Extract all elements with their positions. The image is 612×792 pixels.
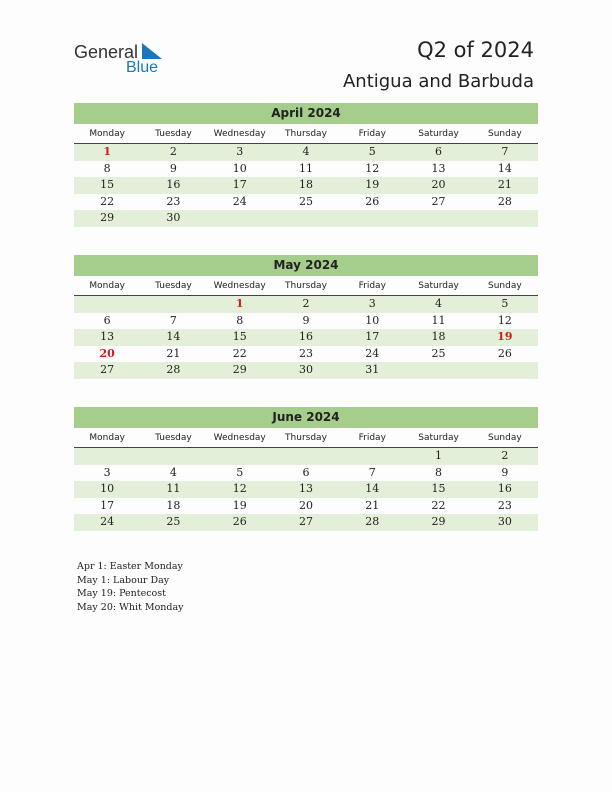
holiday-notes — [77, 560, 184, 614]
holiday-day-cell: 20 — [99, 346, 115, 360]
weekday-label: Wednesday — [213, 129, 266, 139]
month-calendar-june — [74, 407, 538, 531]
day-cell: 6 — [302, 465, 310, 479]
day-cell: 14 — [166, 330, 181, 343]
holiday-day-cell: 19 — [497, 330, 513, 343]
weekday-header-row — [74, 431, 538, 448]
day-cell: 14 — [365, 482, 380, 495]
day-cell: 30 — [497, 515, 512, 528]
day-cell: 7 — [501, 145, 509, 158]
week-row — [74, 313, 538, 330]
day-cell: 28 — [497, 194, 512, 208]
week-row — [74, 194, 538, 211]
weekday-label: Friday — [358, 433, 386, 443]
day-cell: 21 — [365, 498, 380, 512]
day-cell: 24 — [232, 194, 247, 208]
day-cell — [273, 210, 339, 227]
weekday-label: Monday — [89, 433, 125, 443]
holiday-note: May 20: Whit Monday — [77, 601, 184, 613]
weekday-header-row — [74, 279, 538, 296]
day-cell — [74, 448, 140, 465]
day-cell: 23 — [298, 346, 313, 360]
weekday-header-row — [74, 127, 538, 144]
day-cell: 1 — [435, 449, 443, 462]
day-cell: 6 — [103, 313, 111, 327]
weekday-label: Monday — [89, 281, 125, 291]
weekday-label: Saturday — [418, 433, 459, 443]
week-row — [74, 296, 538, 313]
day-cell: 12 — [497, 313, 512, 327]
weekday-label: Friday — [358, 129, 386, 139]
day-cell: 25 — [166, 515, 181, 528]
month-calendar-may — [74, 255, 538, 379]
weekday-label: Wednesday — [213, 281, 266, 291]
day-cell — [273, 448, 339, 465]
day-cell: 27 — [298, 515, 313, 528]
day-cell: 9 — [169, 161, 177, 175]
month-title: May 2024 — [74, 255, 538, 276]
week-row — [74, 465, 538, 482]
day-cell — [207, 448, 273, 465]
day-cell: 29 — [232, 363, 247, 376]
weekday-label: Thursday — [285, 433, 327, 443]
weekday-label: Wednesday — [213, 433, 266, 443]
day-cell: 28 — [166, 363, 181, 376]
page-title: Q2 of 2024 — [417, 38, 534, 62]
weekday-label: Saturday — [418, 281, 459, 291]
day-cell: 15 — [232, 330, 247, 343]
day-cell: 13 — [431, 161, 446, 175]
day-cell: 7 — [169, 313, 177, 327]
day-cell: 17 — [100, 498, 115, 512]
logo-triangle-icon — [142, 43, 162, 59]
logo — [74, 42, 174, 78]
week-row — [74, 161, 538, 178]
weekday-label: Tuesday — [155, 281, 192, 291]
day-cell: 20 — [431, 178, 446, 191]
day-cell: 4 — [302, 145, 310, 158]
day-cell: 17 — [232, 178, 247, 191]
day-cell: 17 — [365, 330, 380, 343]
day-cell: 2 — [501, 449, 509, 462]
day-cell: 26 — [232, 515, 247, 528]
day-cell — [74, 296, 140, 313]
weekday-label: Thursday — [285, 129, 327, 139]
day-cell — [207, 210, 273, 227]
day-cell: 3 — [368, 297, 376, 310]
holiday-day-cell: 1 — [235, 297, 244, 310]
day-cell: 10 — [365, 313, 380, 327]
day-cell: 8 — [236, 313, 244, 327]
day-cell: 18 — [298, 178, 313, 191]
day-cell: 23 — [497, 498, 512, 512]
day-cell: 11 — [166, 482, 181, 495]
day-cell: 9 — [501, 465, 509, 479]
day-cell: 30 — [166, 211, 181, 224]
day-cell: 6 — [435, 145, 443, 158]
day-cell: 10 — [232, 161, 247, 175]
week-row — [74, 144, 538, 161]
week-row — [74, 346, 538, 363]
day-cell: 2 — [302, 297, 310, 310]
holiday-note: Apr 1: Easter Monday — [77, 561, 183, 572]
weekday-label: Tuesday — [155, 129, 192, 139]
day-cell: 15 — [100, 178, 115, 191]
day-cell: 16 — [298, 330, 313, 343]
day-cell — [140, 296, 206, 313]
day-cell: 18 — [166, 498, 181, 512]
week-row — [74, 448, 538, 465]
day-cell: 13 — [100, 330, 115, 343]
day-cell: 23 — [166, 194, 181, 208]
day-cell: 5 — [368, 145, 376, 158]
day-cell: 19 — [365, 178, 380, 191]
day-cell: 25 — [298, 194, 313, 208]
holiday-note: May 1: Labour Day — [77, 574, 170, 586]
day-cell: 10 — [100, 482, 115, 495]
week-row — [74, 177, 538, 194]
weekday-label: Friday — [358, 281, 386, 291]
weekday-label: Tuesday — [155, 433, 192, 443]
day-cell: 22 — [232, 346, 247, 360]
day-cell: 13 — [298, 482, 313, 495]
day-cell: 21 — [497, 178, 512, 191]
day-cell — [472, 362, 538, 379]
day-cell: 4 — [435, 297, 443, 310]
week-row — [74, 481, 538, 498]
month-title: June 2024 — [74, 407, 538, 428]
day-cell: 5 — [501, 297, 509, 310]
day-cell: 24 — [365, 346, 380, 360]
day-cell: 15 — [431, 482, 446, 495]
day-cell — [405, 362, 471, 379]
day-cell: 22 — [100, 194, 115, 208]
logo-word-general: General — [74, 42, 139, 62]
day-cell: 18 — [431, 330, 446, 343]
day-cell: 29 — [100, 211, 115, 224]
day-cell: 7 — [368, 465, 376, 479]
day-cell: 16 — [497, 482, 512, 495]
day-cell: 11 — [431, 313, 446, 327]
weekday-label: Sunday — [487, 281, 522, 291]
day-cell: 9 — [302, 313, 310, 327]
day-cell: 21 — [166, 346, 181, 360]
day-cell — [339, 210, 405, 227]
day-cell: 3 — [103, 465, 111, 479]
day-cell: 20 — [298, 498, 313, 512]
week-row — [74, 362, 538, 379]
day-cell: 31 — [365, 363, 380, 376]
day-cell: 26 — [497, 346, 512, 360]
day-cell: 30 — [298, 363, 313, 376]
day-cell: 27 — [100, 363, 115, 376]
day-cell: 29 — [431, 515, 446, 528]
week-row — [74, 210, 538, 227]
day-cell: 26 — [365, 194, 380, 208]
day-cell: 11 — [298, 161, 313, 175]
day-cell: 28 — [365, 515, 380, 528]
day-cell: 24 — [100, 515, 115, 528]
day-cell: 14 — [497, 161, 512, 175]
logo-word-blue: Blue — [126, 59, 159, 76]
day-cell: 12 — [365, 161, 380, 175]
weekday-label: Thursday — [285, 281, 327, 291]
day-cell: 4 — [169, 465, 177, 479]
day-cell: 8 — [435, 465, 443, 479]
page-subtitle: Antigua and Barbuda — [342, 71, 534, 92]
day-cell: 5 — [236, 465, 244, 479]
day-cell: 19 — [232, 498, 247, 512]
day-cell: 12 — [232, 482, 247, 495]
day-cell: 25 — [431, 346, 446, 360]
week-row — [74, 329, 538, 346]
day-cell — [405, 210, 471, 227]
day-cell: 8 — [103, 161, 111, 175]
weekday-label: Saturday — [418, 129, 459, 139]
day-cell: 27 — [431, 194, 446, 208]
day-cell: 22 — [431, 498, 446, 512]
month-calendar-april — [74, 103, 538, 227]
day-cell: 16 — [166, 178, 181, 191]
holiday-note: May 19: Pentecost — [77, 588, 166, 599]
week-row — [74, 514, 538, 531]
day-cell — [140, 448, 206, 465]
weekday-label: Sunday — [487, 129, 522, 139]
weekday-label: Monday — [89, 129, 125, 139]
month-title: April 2024 — [74, 103, 538, 124]
week-row — [74, 498, 538, 515]
day-cell: 3 — [236, 145, 244, 158]
holiday-day-cell: 1 — [103, 145, 111, 158]
day-cell: 2 — [169, 145, 177, 158]
day-cell — [339, 448, 405, 465]
weekday-label: Sunday — [487, 433, 522, 443]
day-cell — [472, 210, 538, 227]
